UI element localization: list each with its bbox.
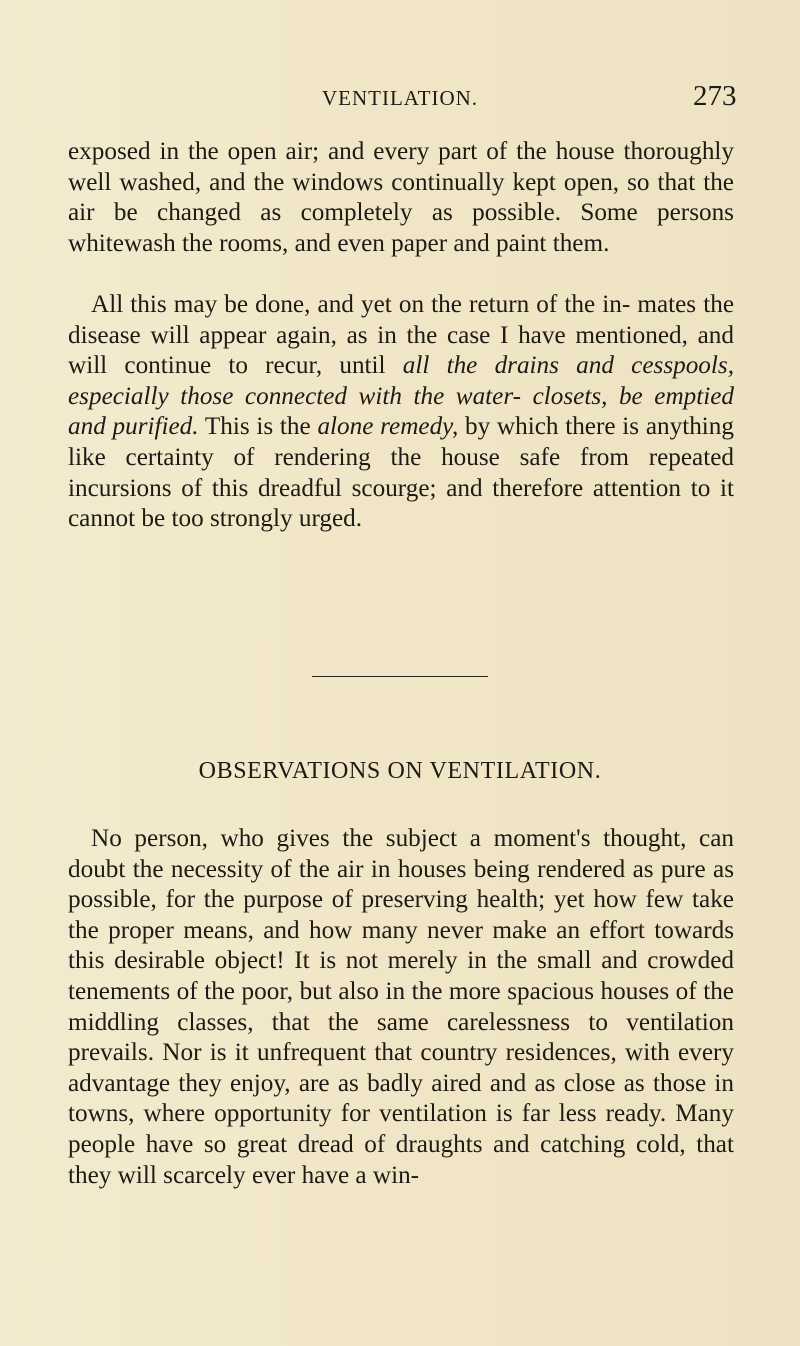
paragraph-drains [68,290,734,535]
italic-run: alone remedy, [317,413,459,441]
paragraph-continuation [68,137,734,259]
paragraph-ventilation [68,824,734,1191]
section-heading: OBSERVATIONS ON VENTILATION. [198,758,602,784]
running-title: VENTILATION. [322,86,479,110]
section-divider-rule [312,676,488,677]
italic-run: all the drains and cesspools, especially those connected with the water- closets, be emptied and purified. [68,352,735,441]
text-run: by which there is anything like certainty of rendering the house safe from repeated incursions of this dreadful scourge; and therefore attention to it cannot be too strongly urged. [68,413,734,533]
page-number: 273 [693,80,737,112]
text-run: This is the [198,413,318,441]
text-run: All this may be done, and yet on the return of the in- mates the disease will appear again, as in the case I have mentioned, and will continue to recur, until [68,291,734,380]
paragraph-text [68,824,734,1191]
paragraph-text [68,290,734,535]
running-head [0,80,800,120]
paragraph-text: exposed in the open air; and every part of the house thoroughly well washed, and the windows continually kept open, so that the air be changed as completely as possible. Some persons whitewash the rooms, and even paper and paint them. [68,138,734,257]
text-run: No person, who gives the subject a moment's thought, can doubt the necessity of the air in houses being rendered as pure as possible, for the purpose of preserving health; yet how few take the proper means, and how many never make an effort towards this desirable object! It is not merely in the small and crowded tenements of the poor, but also in the more spacious houses of the middling classes, that the same carelessness to ventilation prevails. Nor is it unfrequent that country residences, with every advantage they enjoy, are as badly aired and as close as those in towns, where opportunity for ventilation is far less ready. Many people have so great dread of draughts and catching cold, that they will scarcely ever have a win- [68,825,734,1189]
